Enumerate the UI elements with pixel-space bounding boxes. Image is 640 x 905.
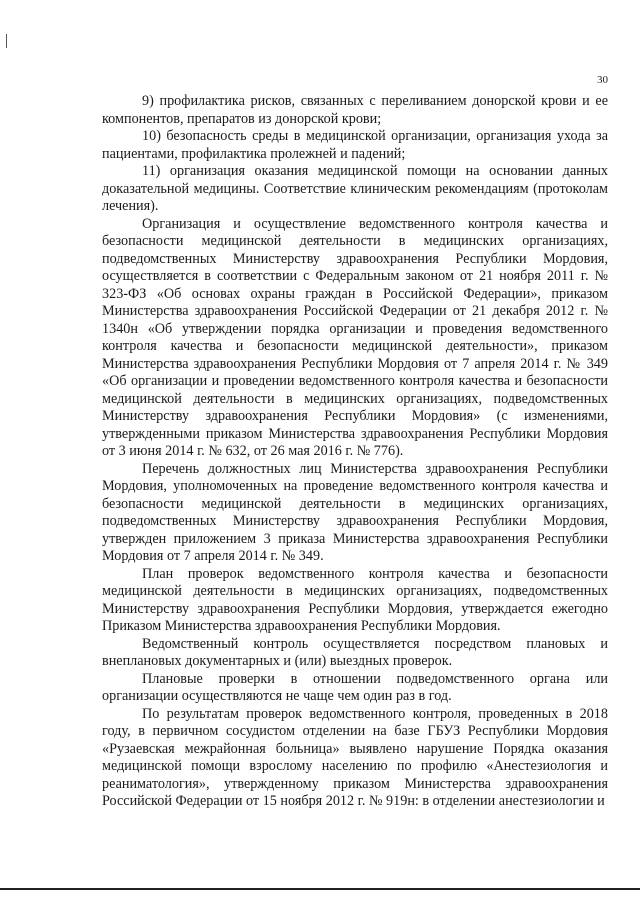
paragraph-inspection-plan: План проверок ведомственного контроля качества и безопасности медицинской деятельности в медицинских организациях, подведомственных Министерству здравоохранения Республики Мордовия, утверждается ежегодно Приказом Министерства здравоохранения Республики Мордовия. [102,565,608,634]
bottom-rule [0,888,640,890]
paragraph-item-10: 10) безопасность среды в медицинской организации, организация ухода за пациентами, профилактика пролежней и падений; [102,128,608,162]
paragraph-planned-inspections: Плановые проверки в отношении подведомственного органа или организации осуществляются не чаще чем один раз в год. [102,670,608,704]
document-body [102,93,608,811]
paragraph-inspection-results: По результатам проверок ведомственного контроля, проведенных в 2018 году, в первичном сосудистом отделении на базе ГБУЗ Республики Мордовия «Рузаевская межрайонная больница» выявлено нарушение Порядка оказания медицинской помощи взрослому населению по профилю «Анестезиология и реаниматология», утвержденному приказом Министерства здравоохранения Российской Федерации от 15 ноября 2012 г. № 919н: в отделении анестезиологии и [102,705,608,809]
page-number: 30 [597,74,608,86]
paragraph-control-methods: Ведомственный контроль осуществляется посредством плановых и внеплановых документарных и (или) выездных проверок. [102,635,608,669]
paragraph-item-11: 11) организация оказания медицинской помощи на основании данных доказательной медицины. Соответствие клиническим рекомендациям (протоколам лечения). [102,163,608,214]
paragraph-control-organization: Организация и осуществление ведомственного контроля качества и безопасности медицинской деятельности в медицинских организациях, подведомственных Министерству здравоохранения Республики Мордовия, осуществляется в соответствии с Федеральным законом от 21 ноября 2011 г. № 323-ФЗ «Об основах охраны граждан в Российской Федерации», приказом Министерства здравоохранения Российской Федерации от 21 декабря 2012 г. № 1340н «Об утверждении порядка организации и проведения ведомственного контроля качества и безопасности медицинской деятельности», приказом Министерства здравоохранения Республики Мордовия от 7 апреля 2014 г. № 349 «Об организации и проведении ведомственного контроля качества и безопасности медицинской деятельности в медицинских организациях, подведомственных Министерству здравоохранения Республики Мордовия» (с изменениями, утвержденными приказом Министерства здравоохранения Республики Мордовия от 3 июня 2014 г. № 632, от 26 мая 2016 г. № 776). [102,215,608,459]
scan-mark [6,34,7,48]
paragraph-officials-list: Перечень должностных лиц Министерства здравоохранения Республики Мордовия, уполномоченных на проведение ведомственного контроля качества и безопасности медицинской деятельности в медицинских организациях, подведомственных Министерству здравоохранения Республики Мордовия, утвержден приложением 3 приказа Министерства здравоохранения Республики Мордовия от 7 апреля 2014 г. № 349. [102,460,608,564]
paragraph-item-9: 9) профилактика рисков, связанных с переливанием донорской крови и ее компонентов, препаратов из донорской крови; [102,93,608,127]
